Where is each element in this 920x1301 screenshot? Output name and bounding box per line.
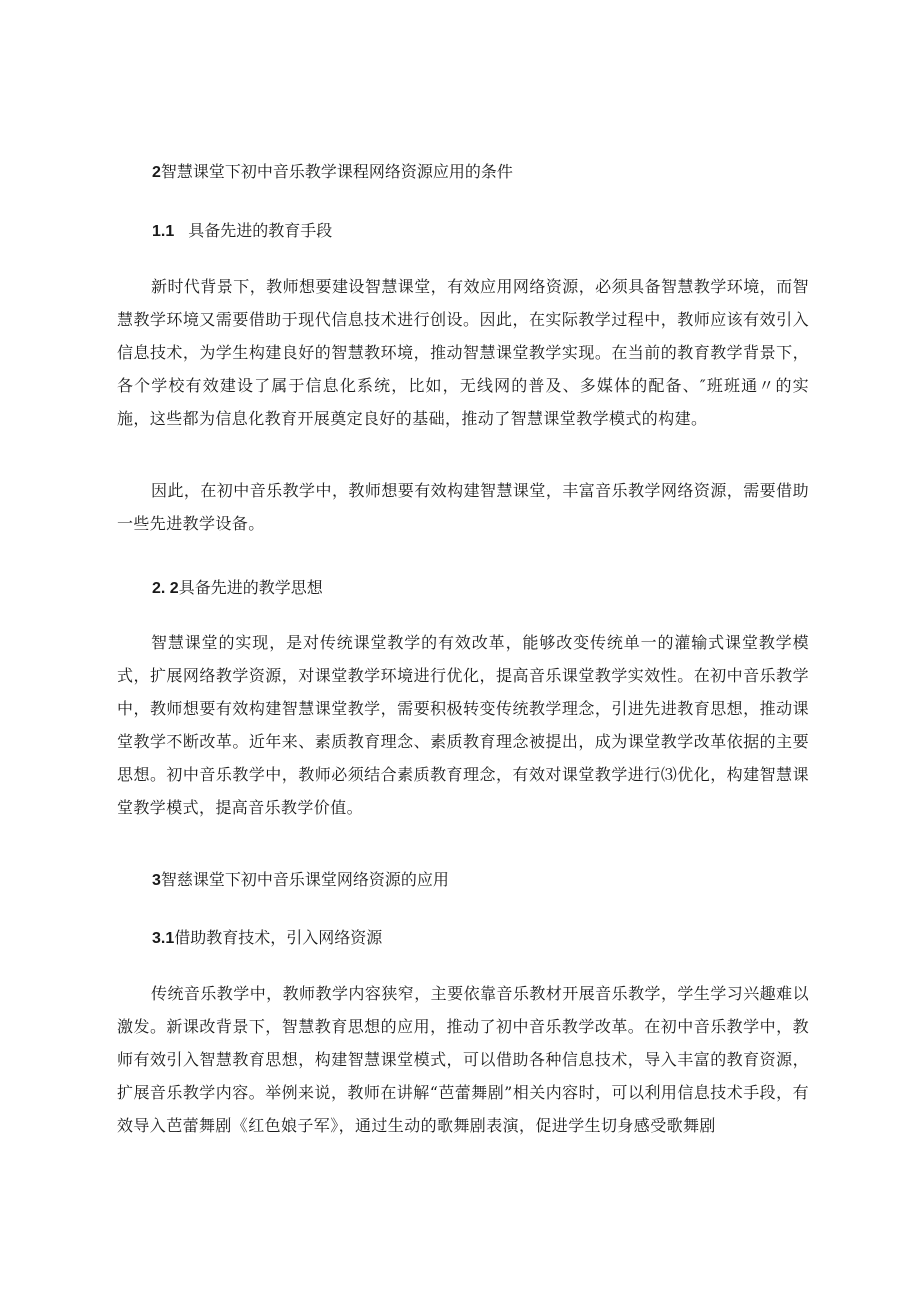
section-title: 借助教育技术，引入网络资源 — [174, 928, 383, 947]
section-number: 1.1 — [152, 223, 175, 240]
section-title: 智慈课堂下初中音乐课堂网络资源的应用 — [160, 870, 449, 889]
paragraph: 传统音乐教学中，教师教学内容狭窄，主要依靠音乐教材开展音乐教学，学生学习兴趣难以激发。新课改背景下，智慧教育思想的应用，推动了初中音乐教学改革。在初中音乐教学中，教师有效引入智慧教育思想，构建智慧课堂模式，可以借助各种信息技术，导入丰富的教育资源，扩展音乐教学内容。举例来说，教师在讲解“芭蕾舞剧”相关内容时，可以利用信息技术手段，有效导入芭蕾舞剧《红色娘子军》，通过生动的歌舞剧表演，促进学生切身感受歌舞剧 — [117, 984, 809, 1135]
paragraph: 因此，在初中音乐教学中，教师想要有效构建智慧课堂，丰富音乐教学网络资源，需要借助一些先进教学设备。 — [117, 481, 809, 533]
section-heading-2-2 — [152, 578, 323, 599]
section-number: 3 — [152, 872, 161, 889]
section-heading-3 — [152, 870, 449, 891]
paragraph: 智慧课堂的实现，是对传统课堂教学的有效改革，能够改变传统单一的灌输式课堂教学模式，扩展网络教学资源，对课堂教学环境进行优化，提高音乐课堂教学实效性。在初中音乐教学中，教师想要有效构建智慧课堂教学，需要积极转变传统教学理念，引进先进教育思想，推动课堂教学不断改革。近年来、素质教育理念、素质教育理念被提出，成为课堂教学改革依据的主要思想。初中音乐教学中，教师必须结合素质教育理念，有效对课堂教学进行⑶优化，构建智慧课堂教学模式，提高音乐教学价值。 — [117, 633, 809, 817]
section-number: 3.1 — [152, 930, 175, 947]
section-heading-3-1 — [152, 928, 382, 949]
section-title: 具备先进的教育手段 — [188, 221, 333, 240]
paragraph: 新时代背景下，教师想要建设智慧课堂，有效应用网络资源，必须具备智慧教学环境，而智慧教学环境又需要借助于现代信息技术进行创设。因此，在实际教学过程中，教师应该有效引入信息技术，为学生构建良好的智慧教环境，推动智慧课堂教学实现。在当前的教育教学背景下，各个学校有效建设了属于信息化系统，比如，无线网的普及、多媒体的配备、″班班通〃的实施，这些都为信息化教育开展奠定良好的基础，推动了智慧课堂教学模式的构建。 — [117, 277, 809, 428]
section-heading-2 — [152, 162, 513, 183]
section-number: 2 — [152, 164, 161, 181]
section-heading-1-1 — [152, 221, 332, 242]
section-title: 智慧课堂下初中音乐教学课程网络资源应用的条件 — [160, 162, 513, 181]
section-title: 具备先进的教学思想 — [178, 578, 323, 597]
section-number: 2. 2 — [152, 580, 179, 597]
